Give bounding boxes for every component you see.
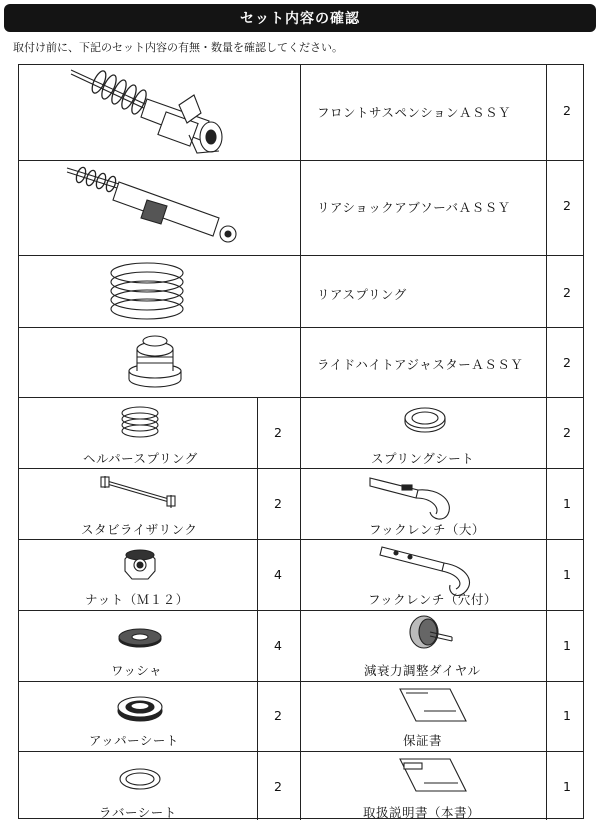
instruction-text: 取付け前に、下記のセット内容の有無・数量を確認してください。 bbox=[13, 41, 343, 54]
item-quantity: 4 bbox=[274, 638, 282, 653]
item-name: スタビライザリンク bbox=[81, 522, 198, 537]
parts-table bbox=[18, 64, 584, 819]
item-name: 取扱説明書（本書） bbox=[363, 805, 481, 820]
ride-height-adjuster-icon bbox=[19, 327, 300, 397]
item-quantity: 2 bbox=[563, 285, 571, 300]
item-quantity: 2 bbox=[563, 198, 571, 213]
column-divider bbox=[546, 65, 547, 820]
item-quantity: 1 bbox=[563, 779, 571, 794]
item-name: リアショックアブソーバＡＳＳＹ bbox=[317, 200, 511, 215]
item-name: ワッシャ bbox=[111, 663, 163, 678]
item-quantity: 2 bbox=[563, 425, 571, 440]
page-title-bar bbox=[4, 4, 596, 32]
rear-coil-spring-icon bbox=[19, 255, 300, 327]
item-quantity: 1 bbox=[563, 708, 571, 723]
item-name: フロントサスペンションＡＳＳＹ bbox=[317, 105, 511, 120]
item-name: ヘルパースプリング bbox=[83, 451, 198, 466]
item-quantity: 2 bbox=[563, 355, 571, 370]
page-title: セット内容の確認 bbox=[240, 11, 360, 27]
item-quantity: 2 bbox=[274, 425, 282, 440]
item-name: ラバーシート bbox=[99, 805, 177, 820]
item-name: フックレンチ（大） bbox=[369, 522, 485, 537]
item-quantity: 1 bbox=[563, 638, 571, 653]
item-name: フックレンチ（穴付） bbox=[368, 592, 497, 607]
item-name: ライドハイトアジャスターＡＳＳＹ bbox=[317, 357, 524, 372]
item-quantity: 1 bbox=[563, 567, 571, 582]
item-name: スプリングシート bbox=[371, 451, 475, 466]
item-quantity: 2 bbox=[274, 779, 282, 794]
item-quantity: 2 bbox=[563, 103, 571, 118]
column-divider bbox=[257, 397, 258, 820]
item-name: 減衰力調整ダイヤル bbox=[364, 663, 481, 678]
rear-shock-absorber-assembly-icon bbox=[19, 160, 300, 255]
item-quantity: 2 bbox=[274, 708, 282, 723]
item-quantity: 2 bbox=[274, 496, 282, 511]
front-suspension-assembly-icon bbox=[19, 65, 300, 160]
item-name: アッパーシート bbox=[89, 733, 179, 748]
item-name: リアスプリング bbox=[317, 287, 407, 302]
item-quantity: 1 bbox=[563, 496, 571, 511]
item-quantity: 4 bbox=[274, 567, 282, 582]
item-name: 保証書 bbox=[403, 733, 443, 748]
item-name: ナット（Ｍ１２） bbox=[85, 592, 189, 607]
